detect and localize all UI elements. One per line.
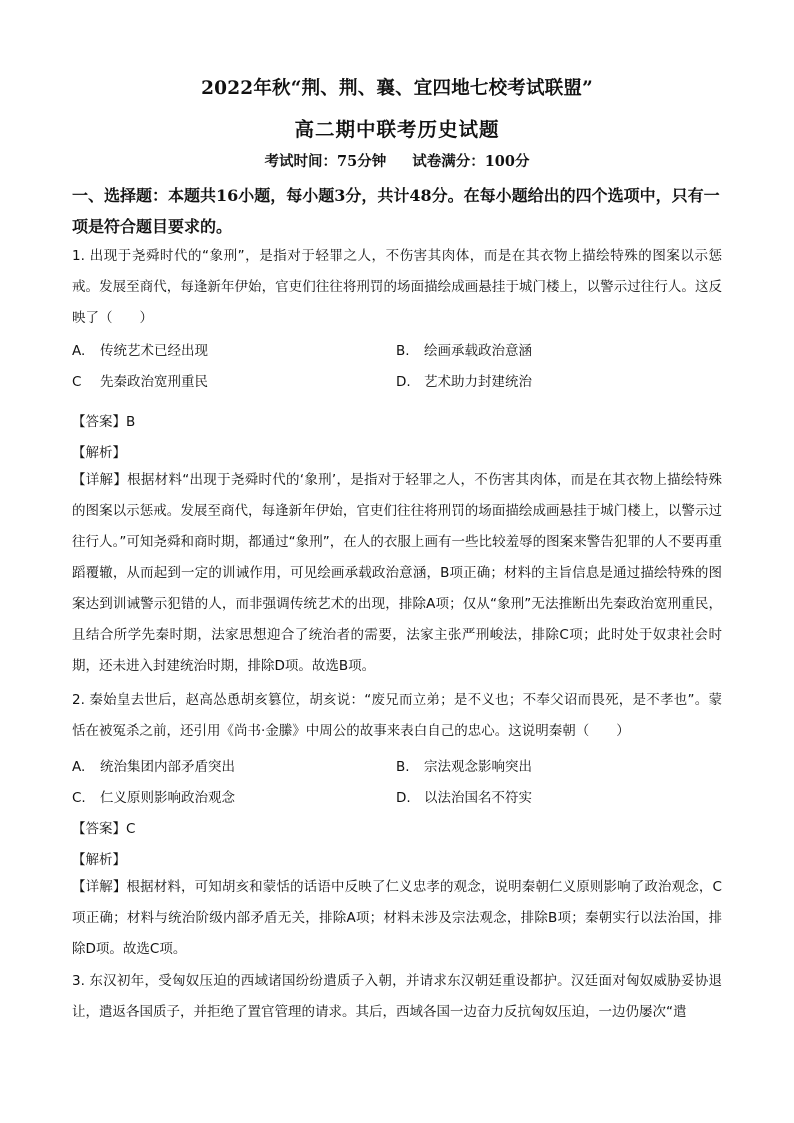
question-2-detail: 【详解】根据材料，可知胡亥和蒙恬的话语中反映了仁义忠孝的观念，说明秦朝仁义原则影响了政治观念，C项正确；材料与统治阶级内部矛盾无关，排除A项；材料未涉及宗法观念，排除B项；秦朝实行以法治国，排除D项。故选C项。 bbox=[72, 879, 722, 957]
question-1-analysis: 【解析】 bbox=[72, 445, 126, 461]
option-label: B. bbox=[396, 343, 410, 359]
option-text: 绘画承载政治意涵 bbox=[424, 343, 532, 359]
exam-time: 考试时间：75分钟 bbox=[264, 153, 387, 170]
question-2-option-d bbox=[396, 786, 532, 806]
question-2-option-c bbox=[72, 786, 235, 806]
option-text: 先秦政治宽刑重民 bbox=[100, 374, 208, 390]
question-2-option-a bbox=[72, 755, 235, 775]
question-2-option-b bbox=[396, 755, 532, 775]
question-1-option-d bbox=[396, 370, 532, 390]
question-1-option-b bbox=[396, 339, 532, 359]
question-1-option-a bbox=[72, 339, 208, 359]
question-3-stem: 3. 东汉初年，受匈奴压迫的西域诸国纷纷遣质子入朝，并请求东汉朝廷重设都护。汉廷面对匈奴威胁妥协退让，遣返各国质子，并拒绝了置官管理的请求。其后，西域各国一边奋力反抗匈奴压迫，一边仍屡次“遣 bbox=[72, 973, 722, 1020]
full-score: 试卷满分：100分 bbox=[412, 153, 530, 170]
question-1-answer: 【答案】B bbox=[72, 414, 136, 430]
option-text: 宗法观念影响突出 bbox=[424, 759, 532, 775]
question-1-option-c bbox=[72, 370, 208, 390]
option-label: C bbox=[72, 374, 82, 390]
question-2-stem: 2. 秦始皇去世后，赵高怂恿胡亥篡位，胡亥说：“废兄而立弟；是不义也；不奉父诏而畏死，是不孝也”。蒙恬在被冤杀之前，还引用《尚书·金縢》中周公的故事来表白自己的忠心。这说明秦朝（ ） bbox=[72, 692, 722, 739]
option-text: 统治集团内部矛盾突出 bbox=[100, 759, 235, 775]
exam-title: 2022年秋“荆、荆、襄、宜四地七校考试联盟” bbox=[201, 78, 593, 99]
question-1-detail: 【详解】根据材料“出现于尧舜时代的‘象刑’，是指对于轻罪之人，不伤害其肉体，而是在其衣物上描绘特殊的图案以示惩戒。发展至商代，每逢新年伊始，官吏们往往将刑罚的场面描绘成画悬挂于城门楼上，以警示过往行人。”可知尧舜和商时期，都通过“象刑”，在人的衣服上画有一些比较羞辱的图案来警告犯罪的人不要再重蹈覆辙，从而起到一定的训诫作用，可见绘画承载政治意涵，B项正确；材料的主旨信息是通过描绘特殊的图案达到训诫警示犯错的人，而非强调传统艺术的出现，排除A项；仅从“象刑”无法推断出先秦政治宽刑重民，且结合所学先秦时期，法家思想迎合了统治者的需要，法家主张严刑峻法，排除C项；此时处于奴隶社会时期，还未进入封建统治时期，排除D项。故选B项。 bbox=[72, 472, 722, 674]
exam-info bbox=[0, 150, 794, 171]
option-label: D. bbox=[396, 374, 411, 390]
option-label: D. bbox=[396, 790, 411, 806]
section-heading: 一、选择题：本题共16小题，每小题3分，共计48分。在每小题给出的四个选项中，只有一项是符合题目要求的。 bbox=[72, 186, 720, 236]
question-1-stem: 1. 出现于尧舜时代的“象刑”，是指对于轻罪之人，不伤害其肉体，而是在其衣物上描绘特殊的图案以示惩戒。发展至商代，每逢新年伊始，官吏们往往将刑罚的场面描绘成画悬挂于城门楼上，以警示过往行人。这反映了（ ） bbox=[72, 248, 722, 326]
question-2-analysis: 【解析】 bbox=[72, 852, 126, 868]
option-text: 传统艺术已经出现 bbox=[100, 343, 208, 359]
question-2-answer: 【答案】C bbox=[72, 821, 136, 837]
option-label: A. bbox=[72, 759, 86, 775]
option-text: 以法治国名不符实 bbox=[424, 790, 532, 806]
option-text: 艺术助力封建统治 bbox=[424, 374, 532, 390]
option-text: 仁义原则影响政治观念 bbox=[100, 790, 235, 806]
option-label: C. bbox=[72, 790, 86, 806]
option-label: A. bbox=[72, 343, 86, 359]
option-label: B. bbox=[396, 759, 410, 775]
exam-subtitle: 高二期中联考历史试题 bbox=[294, 118, 500, 141]
